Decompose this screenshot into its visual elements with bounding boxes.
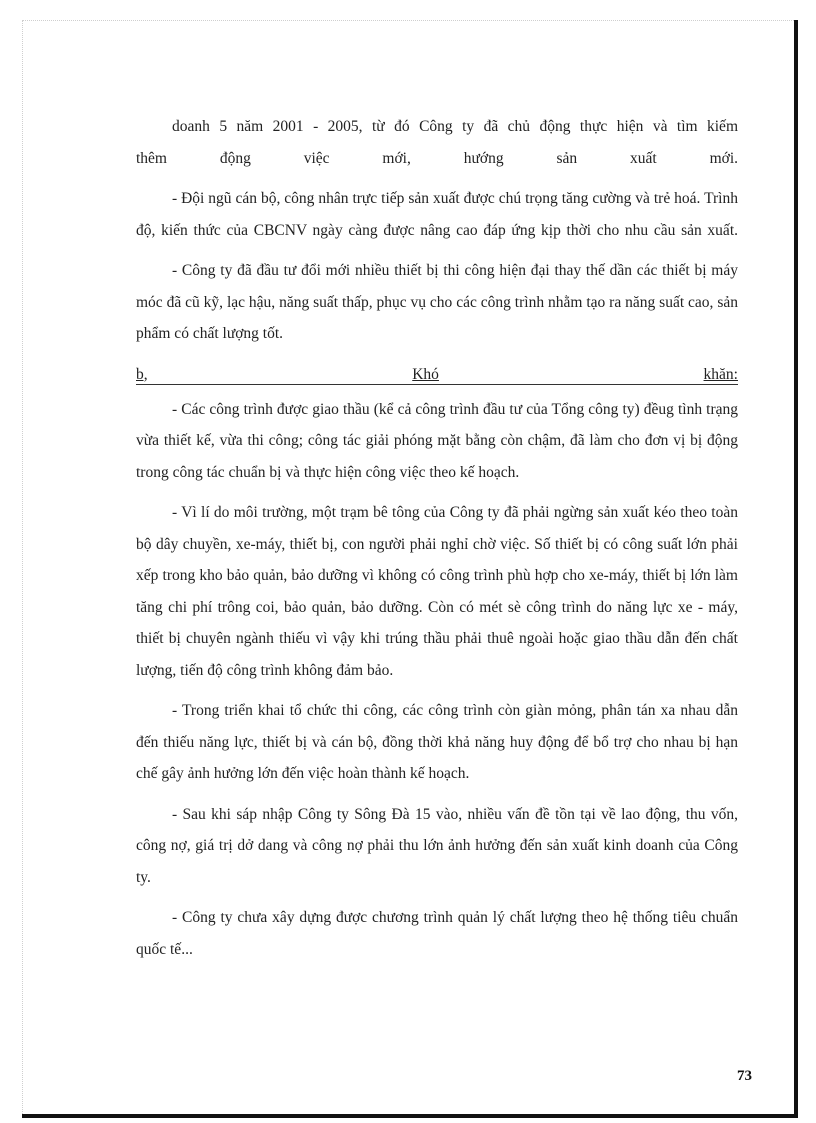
page-content	[136, 111, 738, 974]
paragraph-line: thêm động việc mới, hướng sản xuất mới.	[136, 149, 738, 167]
difficulty-item: - Vì lí do môi trường, một trạm bê tông của Công ty đã phải ngừng sản xuất kéo theo toàn bộ dây chuyền, xe-máy, thiết bị, con người phải nghỉ chờ việc. Số thiết bị có công suất lớn phải xếp trong kho bảo quản, bảo dưỡng vì không có công trình phù hợp cho xe-máy, thiết bị lớn làm tăng chi phí trông coi, bảo quản, bảo dưỡng. Còn có mét sè công trình do năng lực xe - máy, thiết bị chuyên ngành thiếu vì vậy khi trúng thầu phải thuê ngoài hoặc giao thầu dẫn đến chất lượng, tiến độ công trình không đảm bảo.	[136, 504, 738, 679]
difficulty-item: - Trong triển khai tổ chức thi công, các công trình còn giàn mỏng, phân tán xa nhau dẫn đến thiếu năng lực, thiết bị và cán bộ, đồng thời khả năng huy động để bổ trợ cho nhau bị hạn chế gây ảnh hưởng lớn đến việc hoàn thành kế hoạch.	[136, 702, 738, 782]
page-number: 73	[737, 1068, 752, 1084]
paragraph-workforce: - Đội ngũ cán bộ, công nhân trực tiếp sản xuất được chú trọng tăng cường và trẻ hoá. Trình độ, kiến thức của CBCNV ngày càng được nâng cao đáp ứng kịp thời cho nhu cầu sản xuất.	[136, 190, 738, 239]
paragraph-continuation	[136, 111, 738, 174]
section-heading-difficulties	[136, 359, 738, 385]
paragraph-line: doanh 5 năm 2001 - 2005, từ đó Công ty đã chủ động thực hiện và tìm kiếm	[172, 118, 738, 135]
difficulty-item: - Sau khi sáp nhập Công ty Sông Đà 15 vào, nhiều vấn đề tồn tại về lao động, thu vốn, công nợ, giá trị dở dang và công nợ phải thu lớn ảnh hưởng đến sản xuất kinh doanh của Công ty.	[136, 805, 738, 886]
heading-label: b,	[136, 365, 148, 383]
paragraph-equipment: - Công ty đã đầu tư đổi mới nhiều thiết bị thi công hiện đại thay thế dần các thiết bị máy móc đã cũ kỹ, lạc hậu, năng suất thấp, phục vụ cho các công trình nhằm tạo ra năng suất cao, sản phẩm có chất lượng tốt.	[136, 262, 738, 342]
heading-word: khăn:	[703, 365, 738, 383]
heading-word: Khó	[412, 365, 439, 383]
difficulty-item: - Công ty chưa xây dựng được chương trình quản lý chất lượng theo hệ thống tiêu chuẩn quốc tế...	[136, 909, 738, 958]
difficulty-item: - Các công trình được giao thầu (kể cả công trình đầu tư của Tổng công ty) đềug tình trạng vừa thiết kế, vừa thi công; công tác giải phóng mặt bằng còn chậm, đã làm cho đơn vị bị động trong công tác chuẩn bị và thực hiện công việc theo kế hoạch.	[136, 400, 738, 481]
